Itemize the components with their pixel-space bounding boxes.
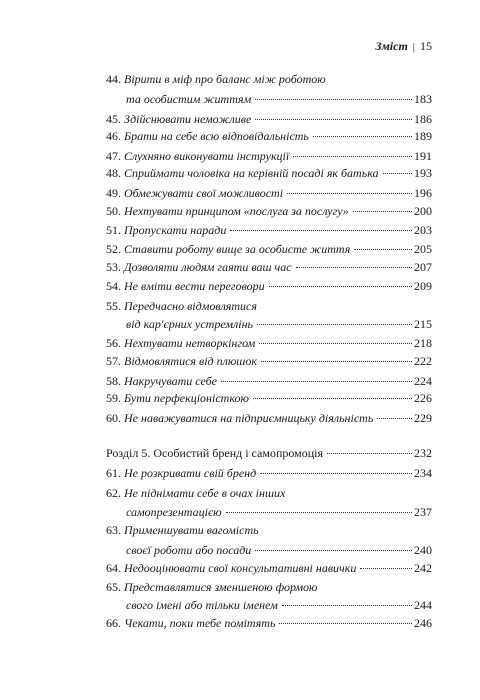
entry-title: та особистим життям: [126, 92, 252, 106]
entry-page: 242: [414, 561, 432, 575]
dot-leader: [226, 512, 412, 513]
entry-number: 58.: [106, 374, 121, 388]
page-number: 15: [420, 39, 432, 53]
entry-title: Бути перфекціоністкою: [124, 391, 249, 405]
entry-title: Не піднімати себе в очах інших: [124, 486, 286, 500]
toc-entry: [106, 465, 432, 481]
entry-page: 207: [414, 260, 432, 274]
entry-page: 234: [414, 466, 432, 480]
entry-title: Брати на себе всю відповідальність: [124, 129, 309, 143]
entry-title: Представлятися зменшеною формою: [124, 580, 318, 594]
entry-title: Дозволяти людям гаяти ваш час: [124, 260, 292, 274]
entry-page: 218: [414, 336, 432, 350]
toc-entry: [106, 241, 432, 257]
entry-number: 64.: [106, 561, 121, 575]
entry-title: Здійснювати неможливе: [124, 112, 252, 126]
entry-page: 222: [414, 354, 432, 368]
entry-number: 65.: [106, 580, 121, 594]
toc-entry-continuation: [126, 542, 432, 558]
entry-title: Недооцінювати свої консультативні навички: [124, 561, 357, 575]
toc-entry: [106, 390, 432, 406]
entry-number: 45.: [106, 112, 121, 126]
entry-number: 62.: [106, 486, 121, 500]
toc-entry-continuation: [126, 504, 432, 520]
dot-leader: [327, 453, 412, 454]
entry-page: 193: [414, 166, 432, 180]
entry-title: самопрезентацією: [126, 505, 222, 519]
toc-entry: [106, 222, 432, 238]
toc-entry: [106, 278, 432, 294]
entry-number: 57.: [106, 354, 121, 368]
dot-leader: [354, 249, 412, 250]
entry-title: Передчасно відмовлятися: [124, 299, 257, 313]
entry-number: 53.: [106, 260, 121, 274]
dot-leader: [255, 99, 412, 100]
toc-entry: [106, 353, 432, 369]
entry-title: Ставити роботу вище за особисте життя: [124, 242, 351, 256]
toc-entry-continuation: [126, 597, 432, 613]
dot-leader: [282, 605, 412, 606]
entry-title: Слухняно виконувати інструкції: [124, 149, 290, 163]
entry-title: Применшувати вагомість: [124, 523, 259, 537]
entry-page: 189: [414, 129, 432, 143]
entry-number: 52.: [106, 242, 121, 256]
entry-page: 237: [414, 505, 432, 519]
dot-leader: [383, 173, 412, 174]
toc-entry: [106, 203, 432, 219]
entry-number: 44.: [106, 72, 121, 86]
toc-entry: [106, 298, 432, 314]
dot-leader: [360, 568, 412, 569]
entry-title: Сприймати чоловіка на керівній посаді як батька: [124, 166, 379, 180]
entry-page: 240: [414, 543, 432, 557]
dot-leader: [259, 343, 412, 344]
entry-page: 191: [414, 149, 432, 163]
dot-leader: [293, 156, 412, 157]
entry-page: 246: [414, 616, 432, 630]
entry-title: від кар'єрних устремлінь: [126, 317, 253, 331]
dot-leader: [257, 324, 412, 325]
toc-entry: [106, 579, 432, 595]
dot-leader: [377, 418, 412, 419]
section-page: 232: [414, 446, 432, 460]
entry-title: Обмежувати свої можливості: [124, 186, 284, 200]
entry-page: 203: [414, 223, 432, 237]
dot-leader: [269, 286, 412, 287]
entry-number: 60.: [106, 411, 121, 425]
dot-leader: [221, 381, 412, 382]
entry-number: 49.: [106, 186, 121, 200]
entry-page: 183: [414, 92, 432, 106]
entry-number: 48.: [106, 166, 121, 180]
entry-title: Відмовлятися від плюшок: [124, 354, 257, 368]
toc-entry: [106, 165, 432, 181]
toc-entry: [106, 335, 432, 351]
dot-leader: [255, 550, 412, 551]
entry-title: Не вміти вести переговори: [124, 279, 265, 293]
entry-number: 47.: [106, 149, 121, 163]
entry-page: 229: [414, 411, 432, 425]
entry-number: 54.: [106, 279, 121, 293]
entry-page: 200: [414, 204, 432, 218]
toc-entry: [106, 71, 432, 87]
entry-page: 215: [414, 317, 432, 331]
entry-page: 226: [414, 391, 432, 405]
entry-number: 61.: [106, 466, 121, 480]
entry-title: Нехтувати принципом «послуга за послугу»: [124, 204, 349, 218]
toc-entry: [106, 111, 432, 127]
running-head-title: Зміст: [375, 39, 408, 53]
dot-leader: [313, 136, 412, 137]
toc-entry: [106, 485, 432, 501]
toc-entry: [106, 615, 432, 631]
section-title: Розділ 5. Особистий бренд і самопромоція: [106, 446, 324, 460]
entry-number: 59.: [106, 391, 121, 405]
dot-leader: [353, 211, 412, 212]
running-head-separator: |: [412, 41, 415, 53]
entry-title: Пропускати наради: [124, 223, 227, 237]
entry-title: Нехтувати нетворкінгом: [124, 336, 256, 350]
entry-title: Не розкривати свій бренд: [124, 466, 257, 480]
dot-leader: [279, 623, 412, 624]
entry-number: 63.: [106, 523, 121, 537]
dot-leader: [253, 398, 412, 399]
toc-entry: [106, 148, 432, 164]
entry-page: 205: [414, 242, 432, 256]
toc-entry-continuation: [126, 91, 432, 107]
dot-leader: [296, 267, 412, 268]
toc-entry: [106, 560, 432, 576]
dot-leader: [287, 193, 412, 194]
dot-leader: [230, 230, 412, 231]
toc-entry: [106, 185, 432, 201]
entry-number: 66.: [106, 616, 121, 630]
entry-page: 244: [414, 598, 432, 612]
entry-page: 196: [414, 186, 432, 200]
entry-number: 55.: [106, 299, 121, 313]
toc-entry: [106, 373, 432, 389]
entry-title: свого імені або тільки іменем: [126, 598, 278, 612]
entry-page: 209: [414, 279, 432, 293]
entry-page: 186: [414, 112, 432, 126]
toc-entry: [106, 128, 432, 144]
toc-entry: [106, 522, 432, 538]
section-heading: [106, 445, 432, 461]
dot-leader: [260, 473, 412, 474]
entry-number: 46.: [106, 129, 121, 143]
entry-title: Вірити в міф про баланс між роботою: [124, 72, 326, 86]
entry-number: 50.: [106, 204, 121, 218]
entry-title: Чекати, поки тебе помітять: [124, 616, 276, 630]
toc-entry-continuation: [126, 316, 432, 332]
toc-entry: [106, 259, 432, 275]
entry-page: 224: [414, 374, 432, 388]
entry-number: 56.: [106, 336, 121, 350]
dot-leader: [255, 119, 412, 120]
dot-leader: [261, 361, 412, 362]
toc-entry: [106, 410, 432, 426]
entry-title: своєї роботи або посади: [126, 543, 252, 557]
entry-title: Накручувати себе: [124, 374, 217, 388]
entry-number: 51.: [106, 223, 121, 237]
entry-title: Не наважуватися на підприємницьку діяльність: [124, 411, 374, 425]
